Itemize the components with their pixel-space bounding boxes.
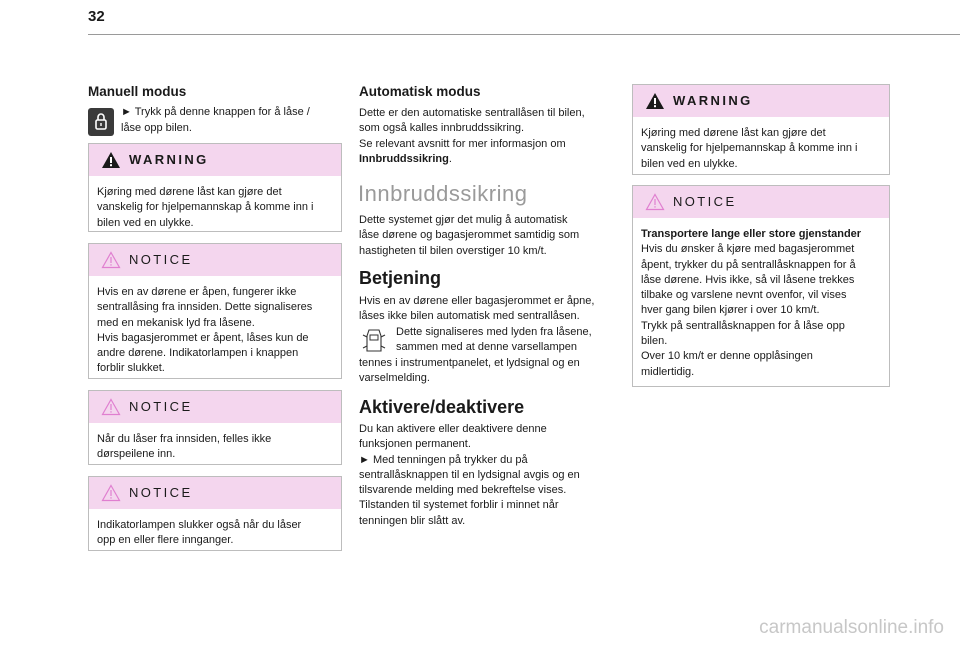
warning-line: Kjøring med dørene låst kan gjøre det (97, 186, 282, 198)
text-line (359, 152, 609, 167)
notice-line: åpent, trykker du på sentrallåsknappen for å (641, 258, 856, 271)
notice-line: tilbake og varslene nevnt ovenfor, vil vises (641, 289, 847, 302)
notice-line: med en mekanisk lyd fra låsene. (97, 316, 255, 329)
section-title-innbruddssikring: Innbruddssikring (358, 181, 528, 206)
notice-label: NOTICE (129, 485, 193, 500)
notice-line: Trykk på sentrallåsknappen for å låse opp (641, 319, 845, 332)
text-line: Hvis en av dørene eller bagasjerommet er åpne, (359, 295, 595, 307)
notice-triangle-icon (101, 398, 121, 416)
lock-button-icon (88, 108, 114, 136)
notice-line: midlertidig. (641, 365, 695, 378)
notice-line: andre dørene. Indikatorlampen i knappen (97, 347, 299, 360)
notice-line: Når du låser fra innsiden, felles ikke (97, 433, 272, 445)
notice-line: opp en eller flere innganger. (97, 534, 234, 547)
text-line: ► Med tenningen på trykker du på (359, 453, 528, 466)
notice-subheading: Transportere lange eller store gjenstander (641, 228, 862, 240)
notice-line: dørspeilene inn. (97, 448, 176, 461)
period: . (448, 152, 452, 165)
door-open-warning-icon (362, 327, 386, 355)
notice-line: forblir slukket. (97, 362, 165, 375)
text-line: hastigheten til bilen overstiger 10 km/t. (359, 244, 547, 257)
text-line: tennes i instrumentpanelet, et lydsignal og en (359, 357, 580, 369)
header-rule (88, 34, 960, 35)
warning-triangle-icon (645, 92, 665, 110)
intro-line-2: låse opp bilen. (121, 122, 192, 134)
heading-manual-mode: Manuell modus (88, 84, 187, 99)
notice-triangle-icon (645, 193, 665, 211)
warning-box-2 (632, 84, 890, 175)
warning-line: vanskelig for hjelpemannskap å komme inn i (641, 142, 858, 155)
text-line: som også kalles innbruddssikring. (359, 122, 525, 135)
intro-line-1: ► Trykk på denne knappen for å låse / (121, 106, 310, 118)
heading-betjening: Betjening (359, 268, 442, 288)
watermark: carmanualsonline.info (759, 617, 944, 638)
link-innbruddssikring: Innbruddssikring (359, 152, 449, 165)
text-line: funksjonen permanent. (359, 438, 471, 451)
heading-aktivere: Aktivere/deaktivere (359, 397, 525, 417)
notice-line: låse dørene. Hvis ikke, så vil låsene trekkes (641, 273, 855, 286)
text-line: tilsvarende melding med bekreftelse vises. (359, 484, 567, 497)
notice-line: bilen. (641, 335, 668, 348)
notice-line: Hvis bagasjerommet er åpent, låses kun de (97, 331, 309, 344)
text-line: låse dørene og bagasjerommet samtidig som (359, 229, 580, 242)
warning-triangle-icon (101, 151, 121, 169)
notice-box-1 (88, 243, 342, 379)
notice-line: sentrallåsing fra innsiden. Dette signaliseres (97, 301, 313, 314)
aktivere-paragraph (359, 422, 580, 529)
notice-line: Over 10 km/t er denne opplåsingen (641, 350, 813, 363)
heading-automatic-mode: Automatisk modus (359, 84, 481, 99)
warning-label: WARNING (673, 93, 753, 108)
notice-box-4 (632, 185, 890, 387)
warning-label: WARNING (129, 152, 209, 167)
text-line: låses ikke bilen automatisk med sentrallåsen. (359, 310, 580, 323)
notice-line: Indikatorlampen slukker også når du låser (97, 519, 302, 531)
section-paragraph (359, 213, 579, 259)
betjening-paragraph (359, 294, 594, 325)
text-line: Dette signaliseres med lyden fra låsene, (396, 326, 592, 338)
warning-box-1 (88, 143, 342, 232)
text-line: tenningen blir slått av. (359, 514, 466, 527)
warning-line: bilen ved en ulykke. (641, 157, 738, 170)
warning-line: vanskelig for hjelpemannskap å komme inn i (97, 201, 314, 214)
notice-line: Hvis du ønsker å kjøre med bagasjerommet (641, 243, 855, 256)
text-line: sentrallåsknappen til en lydsignal avgis og en (359, 468, 580, 481)
notice-line: Hvis en av dørene er åpen, fungerer ikke (97, 286, 297, 298)
notice-triangle-icon (101, 484, 121, 502)
notice-label: NOTICE (129, 252, 193, 267)
notice-box-3 (88, 476, 342, 551)
text-line: varselmelding. (359, 372, 430, 385)
warning-line: bilen ved en ulykke. (97, 216, 194, 229)
notice-label: NOTICE (129, 399, 193, 414)
betjening-after (359, 356, 580, 387)
text-line: sammen med at denne varsellampen (396, 341, 577, 354)
text-line: Tilstanden til systemet forblir i minnet når (359, 499, 559, 512)
text-line: Du kan aktivere eller deaktivere denne (359, 423, 547, 435)
text-line: Se relevant avsnitt for mer informasjon om (359, 137, 566, 150)
notice-label: NOTICE (673, 194, 737, 209)
notice-line: hver gang bilen kjører i over 10 km/t. (641, 304, 820, 317)
notice-box-2 (88, 390, 342, 465)
page-number: 32 (88, 8, 105, 25)
notice-triangle-icon (101, 251, 121, 269)
text-line: Dette systemet gjør det mulig å automatisk (359, 214, 568, 226)
text-line: Dette er den automatiske sentrallåsen til bilen, (359, 107, 585, 119)
betjening-icon-text (396, 325, 592, 356)
warning-line: Kjøring med dørene låst kan gjøre det (641, 127, 826, 139)
auto-paragraph (359, 106, 609, 167)
